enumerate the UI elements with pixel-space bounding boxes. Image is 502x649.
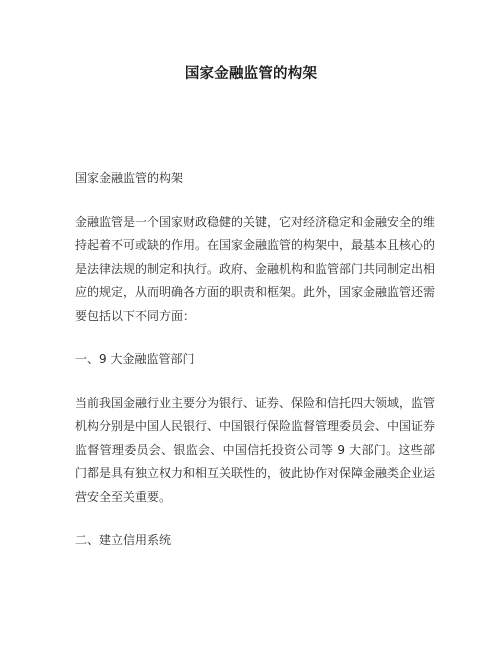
document-subtitle: 国家金融监管的构架 — [75, 171, 184, 185]
section-1-paragraph: 当前我国金融行业主要分为银行、证券、保险和信托四大领域，监管机构分别是中国人民银行、中国银行保险监督管理委员会、中国证券监督管理委员会、银监会、中国信托投资公司等 9 大部门。这些部门都是具有独立权力和相互关联性的，彼此协作对保障金融类企业运营安全至关重要。 — [75, 395, 436, 504]
document-title: 国家金融监管的构架 — [184, 66, 318, 82]
intro-paragraph: 金融监管是一个国家财政稳健的关键，它对经济稳定和金融安全的维持起着不可或缺的作用。在国家金融监管的构架中，最基本且核心的是法律法规的制定和执行。政府、金融机构和监管部门共同制定出相应的规定，从而明确各方面的职责和框架。此外，国家金融监管还需要包括以下不同方面： — [75, 214, 436, 323]
section-heading-1: 一、9 大金融监管部门 — [75, 352, 195, 366]
section-heading-2: 二、建立信用系统 — [75, 533, 172, 547]
document-body — [75, 167, 435, 573]
